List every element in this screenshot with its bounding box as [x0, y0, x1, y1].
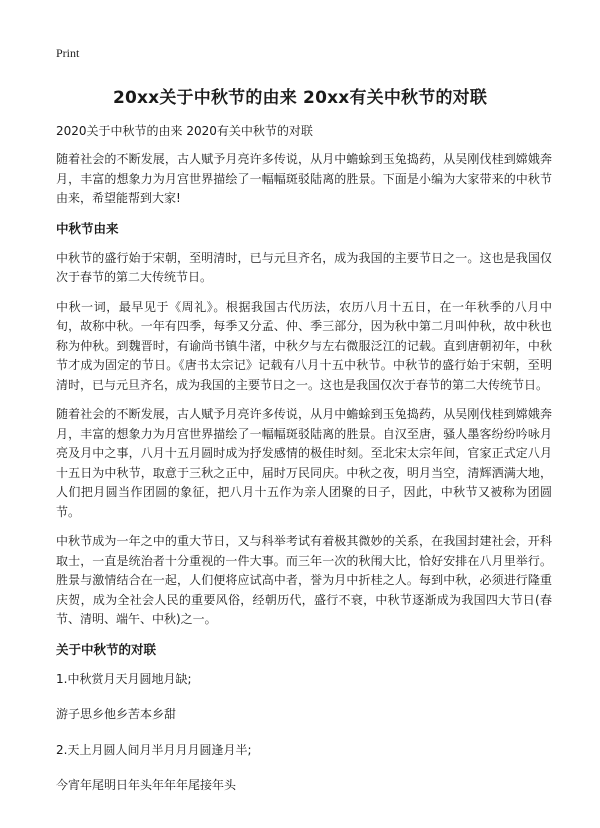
- intro-paragraph: 随着社会的不断发展，古人赋予月亮许多传说，从月中蟾蜍到玉兔捣药，从吴刚伐桂到嫦娥奔月，丰富的想象力为月宫世界描绘了一幅幅斑驳陆离的胜景。下面是小编为大家带来的中秋节由来，希望能帮到大家!: [56, 152, 552, 205]
- document-body: [56, 150, 552, 812]
- body-paragraph: 中秋节成为一年之中的重大节日，又与科举考试有着极其微妙的关系，在我国封建社会，开科取士，一直是统治者十分重视的一件大事。而三年一次的秋闱大比，恰好安排在八月里举行。胜景与激情结合在一起，人们便将应试高中者，誉为月中折桂之人。每到中秋，必须进行隆重庆贺，成为全社会人民的重要风俗，经朝历代，盛行不衰，中秋节逐渐成为我国四大节日(春节、清明、端午、中秋)之一。: [56, 534, 552, 626]
- body-paragraph: 中秋节的盛行始于宋朝，至明清时，已与元旦齐名，成为我国的主要节日之一。这也是我国仅次于春节的第二大传统节日。: [56, 250, 552, 284]
- section-heading-couplets: 关于中秋节的对联: [56, 641, 157, 657]
- couplet-line: 1.中秋赏月天月圆地月缺;: [56, 671, 192, 686]
- body-paragraph: 随着社会的不断发展，古人赋予月亮许多传说，从月中蟾蜍到玉兔捣药，从吴刚伐桂到嫦娥奔月，丰富的想象力为月宫世界描绘了一幅幅斑驳陆离的胜景。自汉至唐，骚人墨客纷纷吟咏月亮及月中之事，八月十五月圆时成为抒发感情的极佳时刻。至北宋太宗年间，官家正式定八月十五日为中秋节，取意于三秋之正中，届时万民同庆。中秋之夜，明月当空，清辉洒满大地，人们把月圆当作团圆的象征，把八月十五作为亲人团聚的日子，因此，中秋节又被称为团圆节。: [56, 407, 552, 519]
- couplet-line: 游子思乡他乡苦本乡甜: [56, 707, 177, 721]
- document-title: 20xx关于中秋节的由来 20xx有关中秋节的对联: [112, 88, 488, 108]
- couplet-line: 今宵年尾明日年头年年年尾接年头: [56, 778, 237, 792]
- print-link[interactable]: Print: [56, 46, 80, 60]
- section-heading-origin: 中秋节由来: [56, 220, 119, 236]
- body-paragraph: 中秋一词，最早见于《周礼》。根据我国古代历法，农历八月十五日，在一年秋季的八月中旬，故称中秋。一年有四季，每季又分孟、仲、季三部分，因为秋中第二月叫仲秋，故中秋也称为仲秋。到魏晋时，有谕尚书镇牛渚，中秋夕与左右微服泛江的记载。直到唐朝初年，中秋节才成为固定的节日。《唐书太宗记》记载有八月十五中秋节。中秋节的盛行始于宋朝，至明清时，已与元旦齐名，成为我国的主要节日之一。这也是我国仅次于春节的第二大传统节日。: [56, 299, 552, 392]
- couplet-line: 2.天上月圆人间月半月月月圆逢月半;: [56, 742, 252, 757]
- document-subtitle: 2020关于中秋节的由来 2020有关中秋节的对联: [56, 124, 313, 138]
